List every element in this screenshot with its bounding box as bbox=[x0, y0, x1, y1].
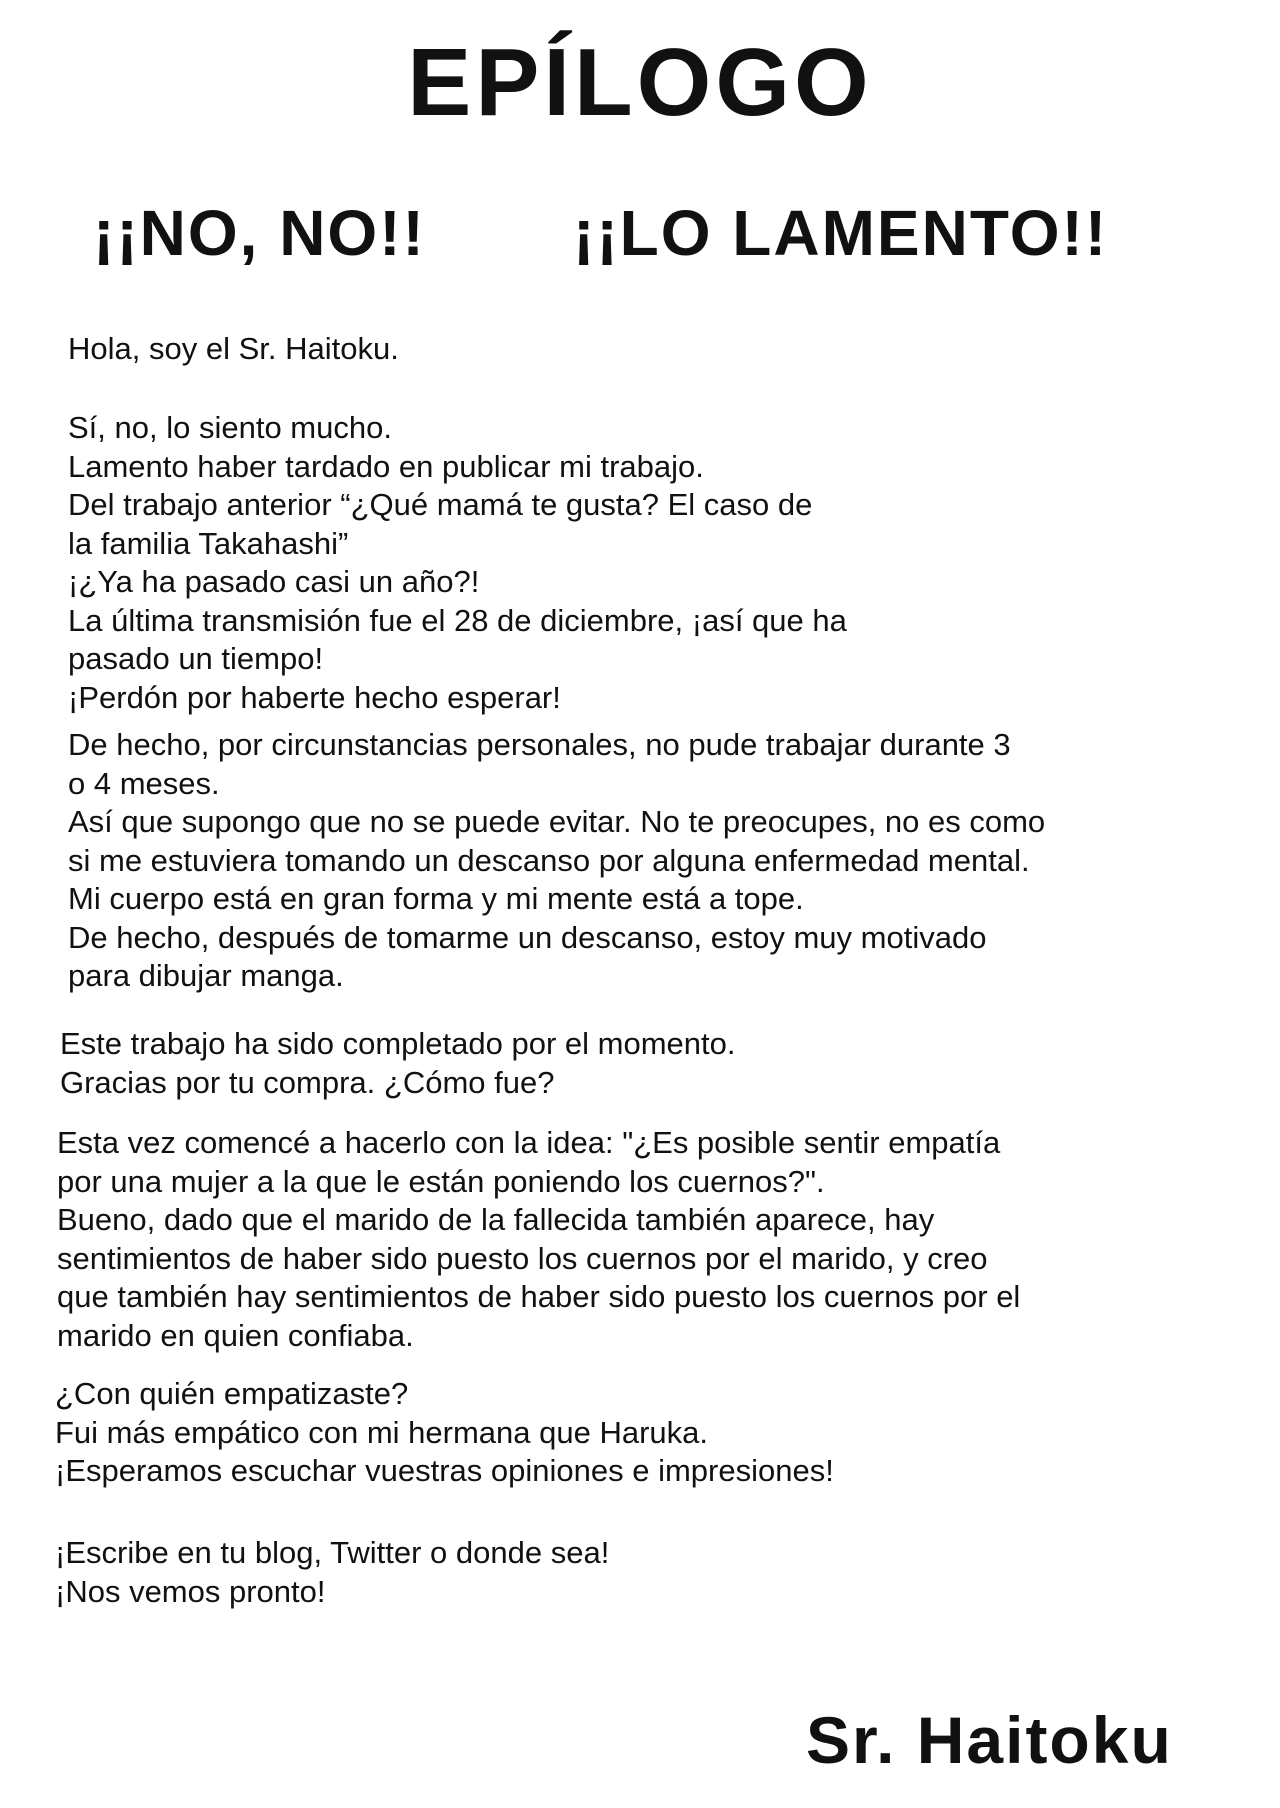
text-line: o 4 meses. bbox=[68, 765, 220, 801]
text-line: ¿Con quién empatizaste? bbox=[55, 1376, 409, 1411]
text-line: Lamento haber tardado en publicar mi trabajo. bbox=[68, 448, 704, 484]
text-line: Esta vez comencé a hacerlo con la idea: "¿Es posible sentir empatía bbox=[57, 1125, 1001, 1160]
text-line: pasado un tiempo! bbox=[68, 641, 324, 676]
page-title: EPÍLOGO bbox=[407, 29, 873, 136]
text-line: marido en quien confiaba. bbox=[57, 1317, 414, 1353]
paragraph bbox=[60, 1025, 736, 1102]
text-line: para dibujar manga. bbox=[68, 958, 344, 993]
signature: Sr. Haitoku bbox=[806, 1703, 1173, 1777]
text-line: Fui más empático con mi hermana que Haruka. bbox=[55, 1414, 709, 1450]
text-line: sentimientos de haber sido puesto los cuernos por el marido, y creo bbox=[57, 1240, 988, 1276]
text-line: Este trabajo ha sido completado por el momento. bbox=[60, 1026, 736, 1061]
text-line: Hola, soy el Sr. Haitoku. bbox=[68, 331, 399, 366]
text-line: por una mujer a la que le están poniendo los cuernos?". bbox=[57, 1163, 825, 1199]
text-line: ¡Esperamos escuchar vuestras opiniones e impresiones! bbox=[55, 1453, 834, 1488]
paragraph bbox=[55, 1534, 609, 1611]
text-line: Así que supongo que no se puede evitar. No te preocupes, no es como bbox=[68, 804, 1046, 839]
paragraph bbox=[57, 1124, 1020, 1355]
paragraph bbox=[55, 1375, 834, 1491]
text-line: Gracias por tu compra. ¿Cómo fue? bbox=[60, 1064, 555, 1100]
text-line: ¡Nos vemos pronto! bbox=[55, 1573, 326, 1609]
text-line: que también hay sentimientos de haber sido puesto los cuernos por el bbox=[57, 1279, 1021, 1314]
paragraph bbox=[68, 330, 399, 369]
text-line: ¡¿Ya ha pasado casi un año?! bbox=[68, 564, 480, 599]
text-line: Sí, no, lo siento mucho. bbox=[68, 410, 392, 445]
text-line: ¡Perdón por haberte hecho esperar! bbox=[68, 679, 561, 715]
subtitle-lo-lamento: ¡¡LO LAMENTO!! bbox=[573, 197, 1109, 269]
text-line: Del trabajo anterior “¿Qué mamá te gusta? El caso de bbox=[68, 487, 813, 522]
text-line: La última transmisión fue el 28 de diciembre, ¡así que ha bbox=[68, 602, 847, 638]
text-line: De hecho, por circunstancias personales, no pude trabajar durante 3 bbox=[68, 727, 1011, 762]
text-line: De hecho, después de tomarme un descanso, estoy muy motivado bbox=[68, 919, 987, 955]
text-line: la familia Takahashi” bbox=[68, 525, 349, 561]
paragraph bbox=[68, 726, 1045, 996]
text-line: si me estuviera tomando un descanso por alguna enfermedad mental. bbox=[68, 842, 1030, 878]
text-line: ¡Escribe en tu blog, Twitter o donde sea! bbox=[55, 1535, 610, 1570]
paragraph bbox=[68, 409, 847, 717]
text-line: Bueno, dado que el marido de la fallecida también aparece, hay bbox=[57, 1202, 935, 1237]
text-line: Mi cuerpo está en gran forma y mi mente está a tope. bbox=[68, 881, 804, 916]
subtitle-no-no: ¡¡NO, NO!! bbox=[93, 197, 426, 269]
